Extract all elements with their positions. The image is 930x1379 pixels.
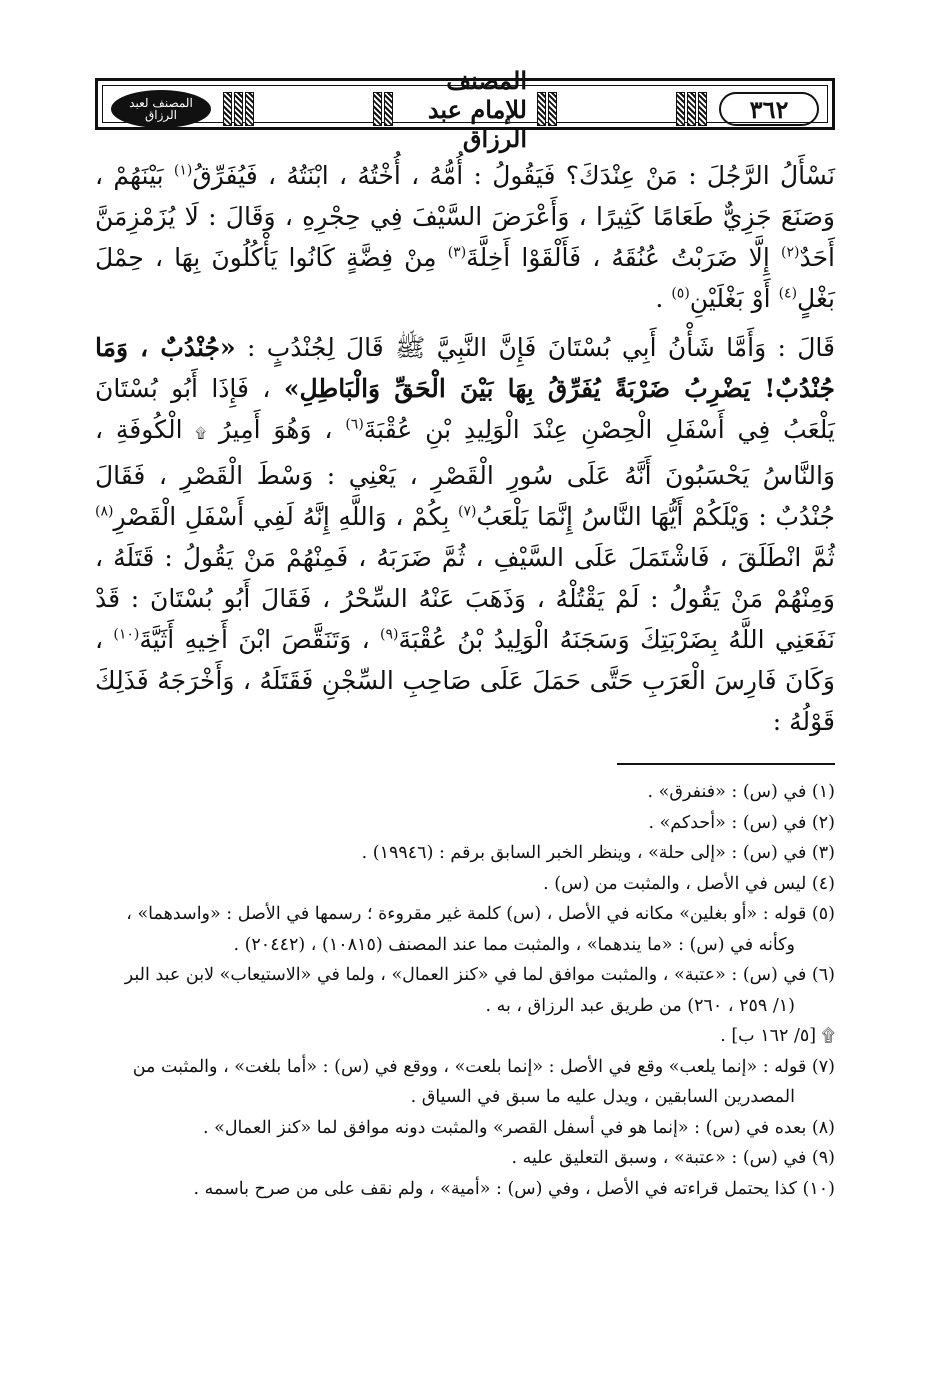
text-run: ، وَكَانَ فَارِسَ الْعَرَبِ حَتَّى حَمَلَ عَلَى صَاحِبِ السِّجْنِ فَقَتَلَهُ ، وَأَخْرَجَهُ فَذَلِكَ قَوْلُهُ : [95, 625, 835, 736]
page-number: ٣٦٢ [719, 92, 819, 126]
footnote-marker: (٥) [671, 285, 690, 302]
hadith-quote: «جُنْدُبٌ ، وَمَا جُنْدُبٌ! يَضْرِبُ ضَرْبَةً يُفَرِّقُ بِهَا بَيْنَ الْحَقِّ وَالْبَاطِلِ» [95, 333, 836, 403]
footnote-marker: (١) [173, 162, 193, 179]
footnote-marker: (٢) [781, 244, 800, 261]
book-seal-logo: المصنف لعبد الرزاق [111, 90, 211, 128]
footnote-5: (٥) قوله : «أو بغلين» مكانه في الأصل ، (س) كلمة غير مقروءة ؛ رسمها في الأصل : «واسدهما» ، [126, 904, 835, 924]
footnote-7-cont: المصدرين السابقين ، ويدل عليه ما سبق في السياق . [410, 1087, 795, 1107]
footnote-10: (١٠) كذا يحتمل قراءته في الأصل ، وفي (س) : «أمية» ، ولم نقف على من صرح باسمه . [193, 1178, 835, 1199]
text-run: بِكُمْ ، وَاللَّهِ إِنَّهُ لَفِي أَسْفَلِ الْقَصْرِ [113, 502, 450, 531]
footnote-marker: (٣) [447, 244, 467, 261]
text-run: ثُمَّ انْطَلَقَ ، فَاشْتَمَلَ عَلَى السَّيْفِ ، ثُمَّ ضَرَبَهُ ، فَمِنْهُمْ مَنْ يَقُولُ : قَتَلَهُ ، وَمِنْهُمْ مَنْ يَقُولُ : لَمْ يَقْتُلْهُ ، وَذَهَبَ عَنْهُ السِّحْرُ ، فَقَالَ أَبُو بُسْتَانَ : قَدْ نَفَعَنِي اللَّهُ بِضَرْبَتِكَ وَسَجَنَهُ الْوَلِيدُ بْنُ عُقْبَةَ [95, 543, 835, 654]
text-run: الْكُوفَةِ ، وَالنَّاسُ يَحْسَبُونَ أَنَّهُ عَلَى سُورِ الْقَصْرِ ، يَعْنِي : وَسْطَ الْقَصْرِ ، فَقَالَ جُنْدُبٌ : وَيْلَكُمْ أَيُّهَا النَّاسُ إِنَّمَا يَلْعَبُ [95, 415, 836, 531]
text-run: قَالَ : وَأَمَّا شَأْنُ أَبِي بُسْتَانَ فَإِنَّ النَّبِيَّ ﷺ قَالَ لِجُنْدُبٍ : [246, 333, 835, 362]
text-run: نَسْأَلُ الرَّجُلَ : مَنْ عِنْدَكَ؟ فَيَقُولُ : أُمُّهُ ، أُخْتُهُ ، ابْنَتُهُ ، فَيُفَرِّقُ [192, 161, 835, 190]
body-paragraph-2 [95, 327, 835, 742]
text-run: مِنْ فِضَّةٍ كَانُوا يَأْكُلُونَ بِهَا ، حِمْلَ بَغْلٍ [95, 243, 835, 313]
ornament-mid-right-icon [537, 92, 557, 126]
text-run: ، وَتَنَقَّصَ ابْنَ أَخِيهِ أَثَيَّةَ [139, 625, 370, 654]
footnote-3: (٣) في (س) : «إلى حلة» ، وينظر الخبر السابق برقم : (١٩٩٤٦) . [361, 843, 835, 863]
body-paragraph-1 [95, 155, 835, 319]
footnote-marker: (٤) [778, 285, 798, 302]
footnote-marker: (١٠) [113, 626, 140, 643]
page-header [95, 65, 835, 153]
text-run: . [655, 284, 664, 313]
text-run: إِلَّا ضَرَبْتُ عُنُقَهُ ، فَأَلْقَوْا أَخِلَّةَ [466, 243, 770, 272]
header-frame [102, 65, 828, 153]
text-run: ، وَهُوَ أَمِيرُ [218, 415, 333, 444]
ornament-left-icon [223, 92, 254, 126]
ornament-right-icon [676, 92, 707, 126]
footnote-7: (٧) قوله : «إنما يلعب» وقع في الأصل : «إنما بلعت» ، ووقع في (س) : «أما بلغت» ، والمثبت من [132, 1056, 835, 1077]
footnote-star: ۩ [٥/ ١٦٢ ب] . [720, 1026, 835, 1046]
footnote-2: (٢) في (س) : «أحدكم» . [648, 812, 835, 833]
footnote-5-cont: وكأنه في (س) : «ما يندهما» ، والمثبت مما عند المصنف (١٠٨١٥) ، (٢٠٤٤٢) . [233, 934, 795, 955]
footnote-marker: (٧) [458, 503, 477, 520]
ornament-mid-left-icon [373, 92, 393, 126]
footnote-marker: (٨) [95, 503, 114, 520]
footnote-1: (١) في (س) : «فنفرق» . [647, 782, 835, 802]
text-run: أَوْ بَغْلَيْنِ [689, 284, 771, 313]
footnote-8: (٨) بعده في (س) : «إنما هو في أسفل القصر» والمثبت دونه موافق لما «كنز العمال» . [203, 1117, 835, 1138]
footnote-marker: (٩) [379, 626, 399, 643]
footnotes [95, 777, 835, 1204]
footnote-9: (٩) في (س) : «عتبة» ، وسبق التعليق عليه . [511, 1148, 835, 1168]
running-title: المصنف للإمام عبد الرزاق [427, 65, 527, 153]
footnote-6-cont: (١/ ٢٥٩ ، ٢٦٠) من طريق عبد الرزاق ، به . [485, 995, 795, 1016]
footnote-4: (٤) ليس في الأصل ، والمثبت من (س) . [543, 873, 835, 894]
footnote-separator [617, 763, 835, 765]
text-run: بَيْنَهُمْ ، وَصَنَعَ جَزِيٌّ طَعَامًا كَثِيرًا ، وَأَعْرَضَ السَّيْفَ فِي حِجْرِهِ ، وَقَالَ : لَا يُزَمْزِمَنَّ أَحَدٌ [95, 161, 835, 272]
footnote-marker: (٦) [345, 416, 364, 433]
page-ref-star-icon: ۩ [195, 426, 207, 442]
text-run: ، فَإِذَا أَبُو بُسْتَانَ يَلْعَبُ فِي أَسْفَلِ الْحِصْنِ عِنْدَ الْوَلِيدِ بْنِ عُقْبَةَ [95, 374, 835, 444]
footnote-6: (٦) في (س) : «عتبة» ، والمثبت موافق لما في «كنز العمال» ، ولما في «الاستيعاب» لابن عبد البر [124, 965, 835, 985]
